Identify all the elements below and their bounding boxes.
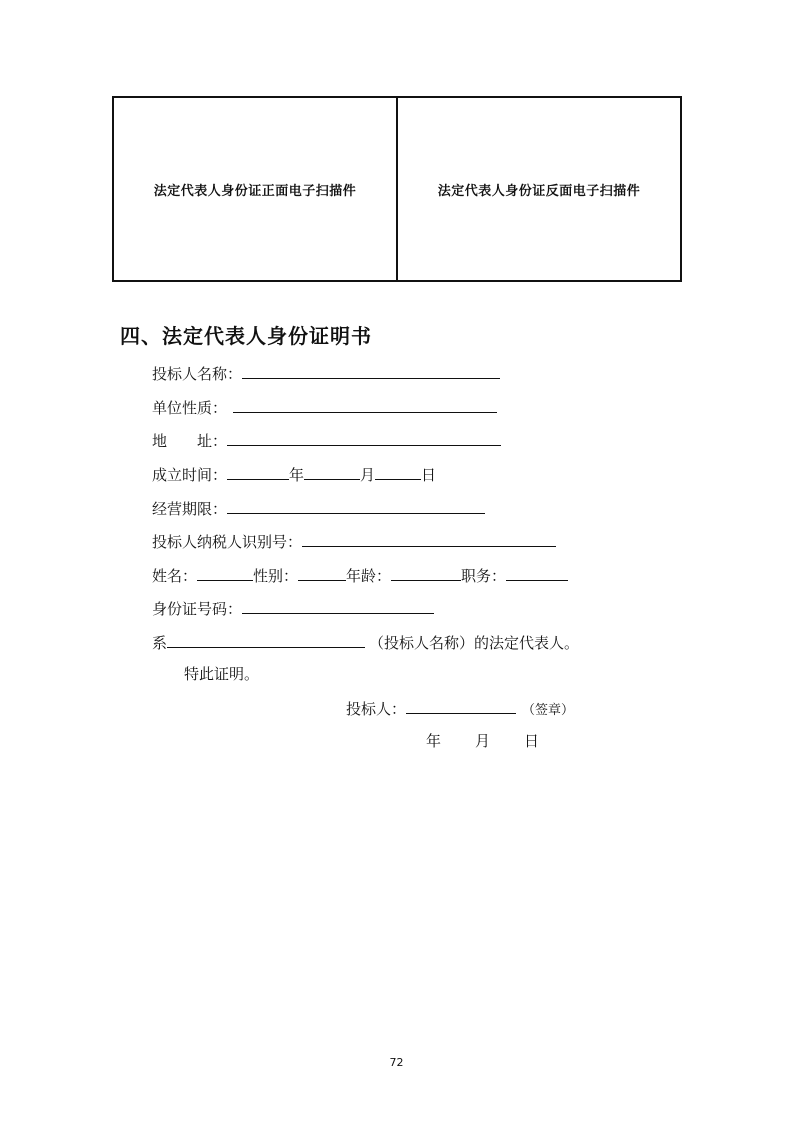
certify-text: 特此证明。	[184, 665, 260, 683]
relation-prefix: 系	[152, 634, 168, 652]
bidder-name-label: 投标人名称：	[152, 365, 243, 383]
taxpayer-id-field[interactable]	[302, 530, 556, 547]
address-field[interactable]	[227, 429, 501, 446]
signature-bidder-field[interactable]	[406, 697, 516, 714]
taxpayer-id-label: 投标人纳税人识别号：	[152, 533, 303, 551]
established-year-unit: 年	[289, 466, 305, 484]
business-term-label: 经营期限：	[152, 500, 228, 518]
gender-label: 性别：	[253, 567, 299, 585]
signature-date-row	[426, 731, 539, 751]
bidder-name-row	[152, 362, 500, 382]
relation-row	[152, 631, 579, 651]
established-month-field[interactable]	[304, 463, 360, 480]
established-year-field[interactable]	[227, 463, 289, 480]
person-info-row	[152, 564, 568, 584]
established-month-unit: 月	[360, 466, 376, 484]
gender-field[interactable]	[298, 564, 346, 581]
section-title: 四、法定代表人身份证明书	[120, 324, 372, 348]
signature-day: 日	[524, 732, 540, 750]
age-label: 年龄：	[346, 567, 392, 585]
unit-nature-row	[152, 396, 497, 416]
address-row	[152, 429, 501, 449]
id-number-row	[152, 597, 434, 617]
id-front-scan-cell: 法定代表人身份证正面电子扫描件	[153, 183, 357, 199]
business-term-row	[152, 497, 485, 517]
established-day-unit: 日	[421, 466, 437, 484]
id-number-field[interactable]	[242, 597, 434, 614]
address-label: 地 址：	[152, 432, 228, 450]
established-row	[152, 463, 436, 483]
name-field[interactable]	[197, 564, 253, 581]
unit-nature-field[interactable]	[233, 396, 497, 413]
unit-nature-label: 单位性质：	[152, 399, 228, 417]
signature-bidder-label: 投标人：	[346, 700, 407, 718]
id-back-scan-cell: 法定代表人身份证反面电子扫描件	[396, 98, 680, 280]
id-scan-table	[112, 96, 682, 282]
signature-row	[346, 697, 574, 717]
signature-year: 年	[426, 732, 442, 750]
name-label: 姓名：	[152, 567, 198, 585]
signature-month: 月	[475, 732, 491, 750]
position-label: 职务：	[461, 567, 507, 585]
page-number: 72	[389, 1056, 404, 1069]
business-term-field[interactable]	[227, 497, 485, 514]
relation-suffix: （投标人名称）的法定代表人。	[369, 634, 580, 652]
seal-label: （签章）	[522, 703, 575, 718]
established-label: 成立时间：	[152, 466, 228, 484]
id-number-label: 身份证号码：	[152, 600, 243, 618]
relation-bidder-field[interactable]	[167, 631, 365, 648]
position-field[interactable]	[506, 564, 568, 581]
bidder-name-field[interactable]	[242, 362, 500, 379]
age-field[interactable]	[391, 564, 461, 581]
established-day-field[interactable]	[375, 463, 421, 480]
taxpayer-id-row	[152, 530, 556, 550]
